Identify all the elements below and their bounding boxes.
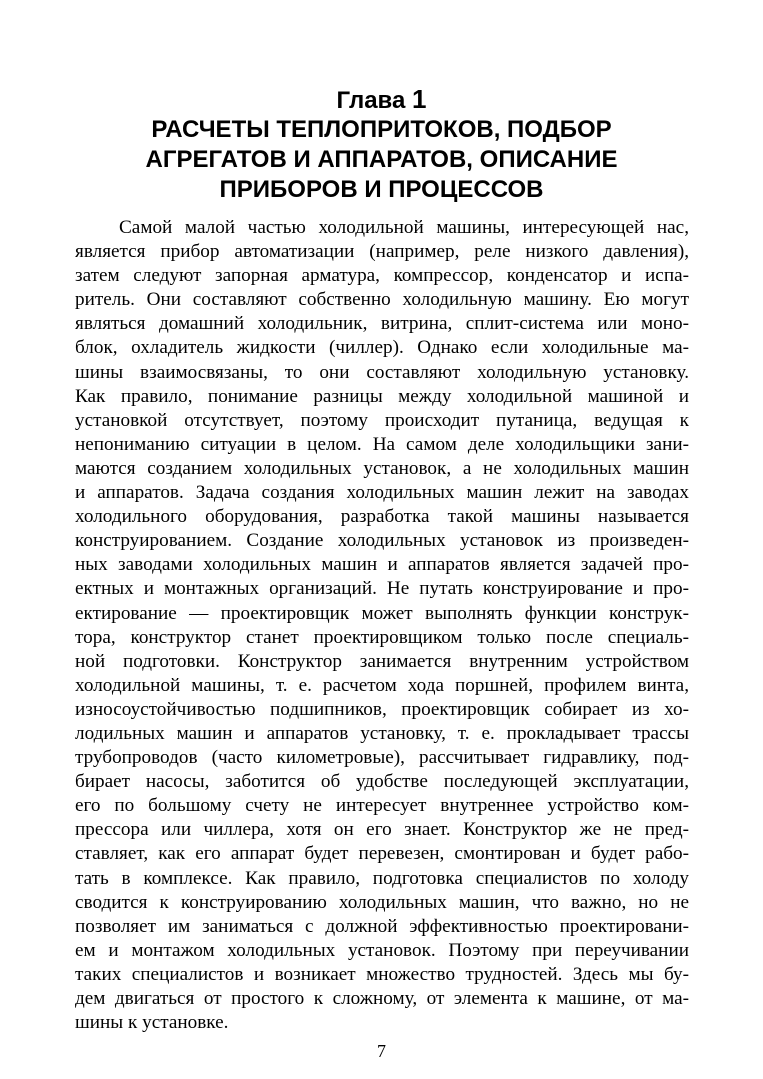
text-line: позволяет им заниматься с должной эффективностью проектировани- — [75, 915, 689, 937]
chapter-word: Глава — [336, 87, 406, 114]
chapter-title-line-1: РАСЧЕТЫ ТЕПЛОПРИТОКОВ, ПОДБОР — [151, 116, 612, 143]
text-line: износоустойчивостью подшипников, проектировщик собирает из хо- — [75, 698, 689, 720]
text-line: его по большому счету не интересует внутреннее устройство ком- — [75, 795, 689, 817]
text-line: затем следуют запорная арматура, компрессор, конденсатор и испа- — [75, 265, 689, 287]
text-line: ектных и монтажных организаций. Не путать конструирование и про- — [75, 578, 689, 600]
text-line: дем двигаться от простого к сложному, от элемента к машине, от ма- — [75, 988, 689, 1009]
text-line: холодильной машины, т. е. расчетом хода поршней, профилем винта, — [75, 674, 689, 696]
text-line: и аппаратов. Задача создания холодильных машин лежит на заводах — [75, 482, 689, 504]
text-line: маются созданием холодильных установок, а не холодильных машин — [75, 457, 689, 479]
text-line: холодильного оборудования, разработка такой машины называется — [75, 506, 689, 528]
chapter-label — [0, 84, 763, 116]
text-line: тать в комплексе. Как правило, подготовка специалистов по холоду — [75, 867, 689, 889]
text-line: ектирование — проектировщик может выполнять функции конструк- — [75, 602, 689, 624]
chapter-title-line-3: ПРИБОРОВ И ПРОЦЕССОВ — [219, 176, 544, 203]
text-line: прессора или чиллера, хотя он его знает. Конструктор же не пред- — [75, 819, 689, 841]
text-line: сводится к конструированию холодильных машин, что важно, но не — [75, 891, 689, 913]
text-line: конструированием. Создание холодильных установок из произведен- — [75, 530, 689, 552]
text-line: таких специалистов и возникает множество трудностей. Здесь мы бу- — [75, 963, 689, 985]
text-line: являться домашний холодильник, витрина, сплит-система или моно- — [75, 313, 689, 335]
page-number: 7 — [377, 1041, 386, 1061]
chapter-number: 1 — [412, 84, 427, 114]
text-line: шины к установке. — [75, 1012, 229, 1034]
text-line: ем и монтажом холодильных установок. Поэтому при переучивании — [75, 939, 689, 961]
text-line: ритель. Они составляют собственно холодильную машину. Ею могут — [75, 289, 689, 311]
text-line: бирает насосы, заботится об удобстве последующей эксплуатации, — [75, 771, 689, 793]
text-line: Как правило, понимание разницы между холодильной машиной и — [75, 385, 689, 407]
text-line: установкой отсутствует, поэтому происходит путаница, ведущая к — [75, 409, 689, 431]
text-line: ных заводами холодильных машин и аппаратов является задачей про- — [75, 554, 689, 576]
text-line: трубопроводов (часто километровые), рассчитывает гидравлику, под- — [75, 747, 689, 769]
text-line: ставляет, как его аппарат будет перевезен, смонтирован и будет рабо- — [75, 843, 689, 865]
text-line: шины взаимосвязаны, то они составляют холодильную установку. — [75, 361, 689, 383]
chapter-title-line-2: АГРЕГАТОВ И АППАРАТОВ, ОПИСАНИЕ — [145, 146, 618, 173]
text-line: тора, конструктор станет проектировщиком только после специаль- — [75, 626, 689, 648]
text-line: Самой малой частью холодильной машины, интересующей нас, — [119, 217, 689, 238]
text-line: ной подготовки. Конструктор занимается внутренним устройством — [75, 650, 689, 672]
body-paragraph — [75, 216, 689, 1035]
text-line: блок, охладитель жидкости (чиллер). Однако если холодильные ма- — [75, 337, 689, 359]
text-line: непониманию ситуации в целом. На самом деле холодильщики зани- — [75, 433, 689, 455]
text-line: лодильных машин и аппаратов установку, т. е. прокладывает трассы — [75, 722, 689, 744]
text-line: является прибор автоматизации (например, реле низкого давления), — [75, 241, 689, 263]
